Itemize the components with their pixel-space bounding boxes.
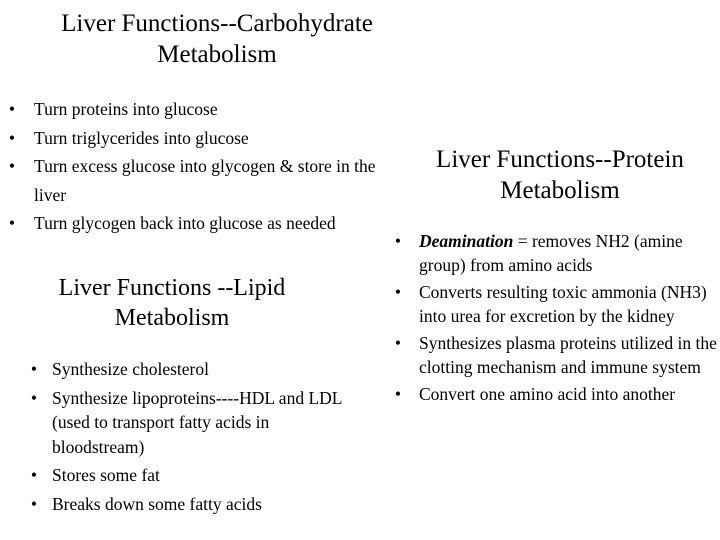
carbohydrate-title-text: Liver Functions--Carbohydrate Metabolism: [61, 10, 373, 69]
bullet-icon: •: [8, 156, 16, 176]
list-item: [26, 357, 356, 382]
lipid-bullet-list: [26, 357, 356, 516]
protein-section-title: [410, 144, 710, 207]
bullet-icon: •: [8, 99, 16, 119]
bullet-icon: •: [30, 359, 38, 379]
list-item: [26, 463, 356, 488]
list-item: [4, 95, 404, 124]
list-item-text: Turn excess glucose into glycogen & store in the liver: [34, 156, 376, 205]
bullet-icon: •: [30, 493, 38, 514]
bullet-icon: •: [394, 384, 402, 404]
lipid-section-title: [22, 273, 322, 333]
carbohydrate-bullet-list: [4, 95, 404, 238]
list-item: [4, 152, 404, 209]
bullet-icon: •: [30, 465, 38, 485]
protein-bullet-list: [390, 229, 718, 406]
list-item-text: Turn proteins into glucose: [34, 99, 218, 119]
bullet-icon: •: [394, 282, 402, 302]
list-item: [390, 382, 718, 406]
lipid-title-text: Liver Functions --Lipid Metabolism: [58, 275, 286, 331]
list-item: [390, 331, 718, 379]
list-item: [4, 209, 404, 238]
deamination-description: = removes NH2 (amine group) from amino acids: [419, 231, 683, 275]
bullet-icon: •: [30, 387, 38, 408]
carbohydrate-section-title: [12, 8, 422, 71]
list-item: [4, 124, 404, 153]
list-item-text: Breaks down some fatty acids: [52, 493, 262, 514]
list-item: [26, 386, 356, 460]
list-item-text: Synthesize cholesterol: [52, 359, 209, 379]
list-item-text: Synthesize lipoproteins----HDL and LDL (used to transport fatty acids in bloodstream): [52, 387, 342, 457]
list-item: [390, 280, 718, 328]
list-item-text: Synthesizes plasma proteins utilized in the clotting mechanism and immune system: [419, 333, 717, 377]
list-item-text: Turn glycogen back into glucose as needed: [34, 213, 336, 233]
protein-title-text: Liver Functions--Protein Metabolism: [436, 146, 684, 205]
list-item: [390, 229, 718, 277]
list-item-text: Turn triglycerides into glucose: [34, 127, 249, 148]
bullet-icon: •: [394, 231, 402, 251]
deamination-term: Deamination: [419, 231, 514, 251]
bullet-icon: •: [8, 127, 16, 148]
list-item-text: Converts resulting toxic ammonia (NH3) into urea for excretion by the kidney: [419, 282, 707, 326]
bullet-icon: •: [394, 333, 402, 353]
list-item-text: Stores some fat: [52, 465, 160, 485]
bullet-icon: •: [8, 213, 16, 233]
list-item-text: Convert one amino acid into another: [419, 384, 676, 404]
list-item: [26, 492, 356, 517]
